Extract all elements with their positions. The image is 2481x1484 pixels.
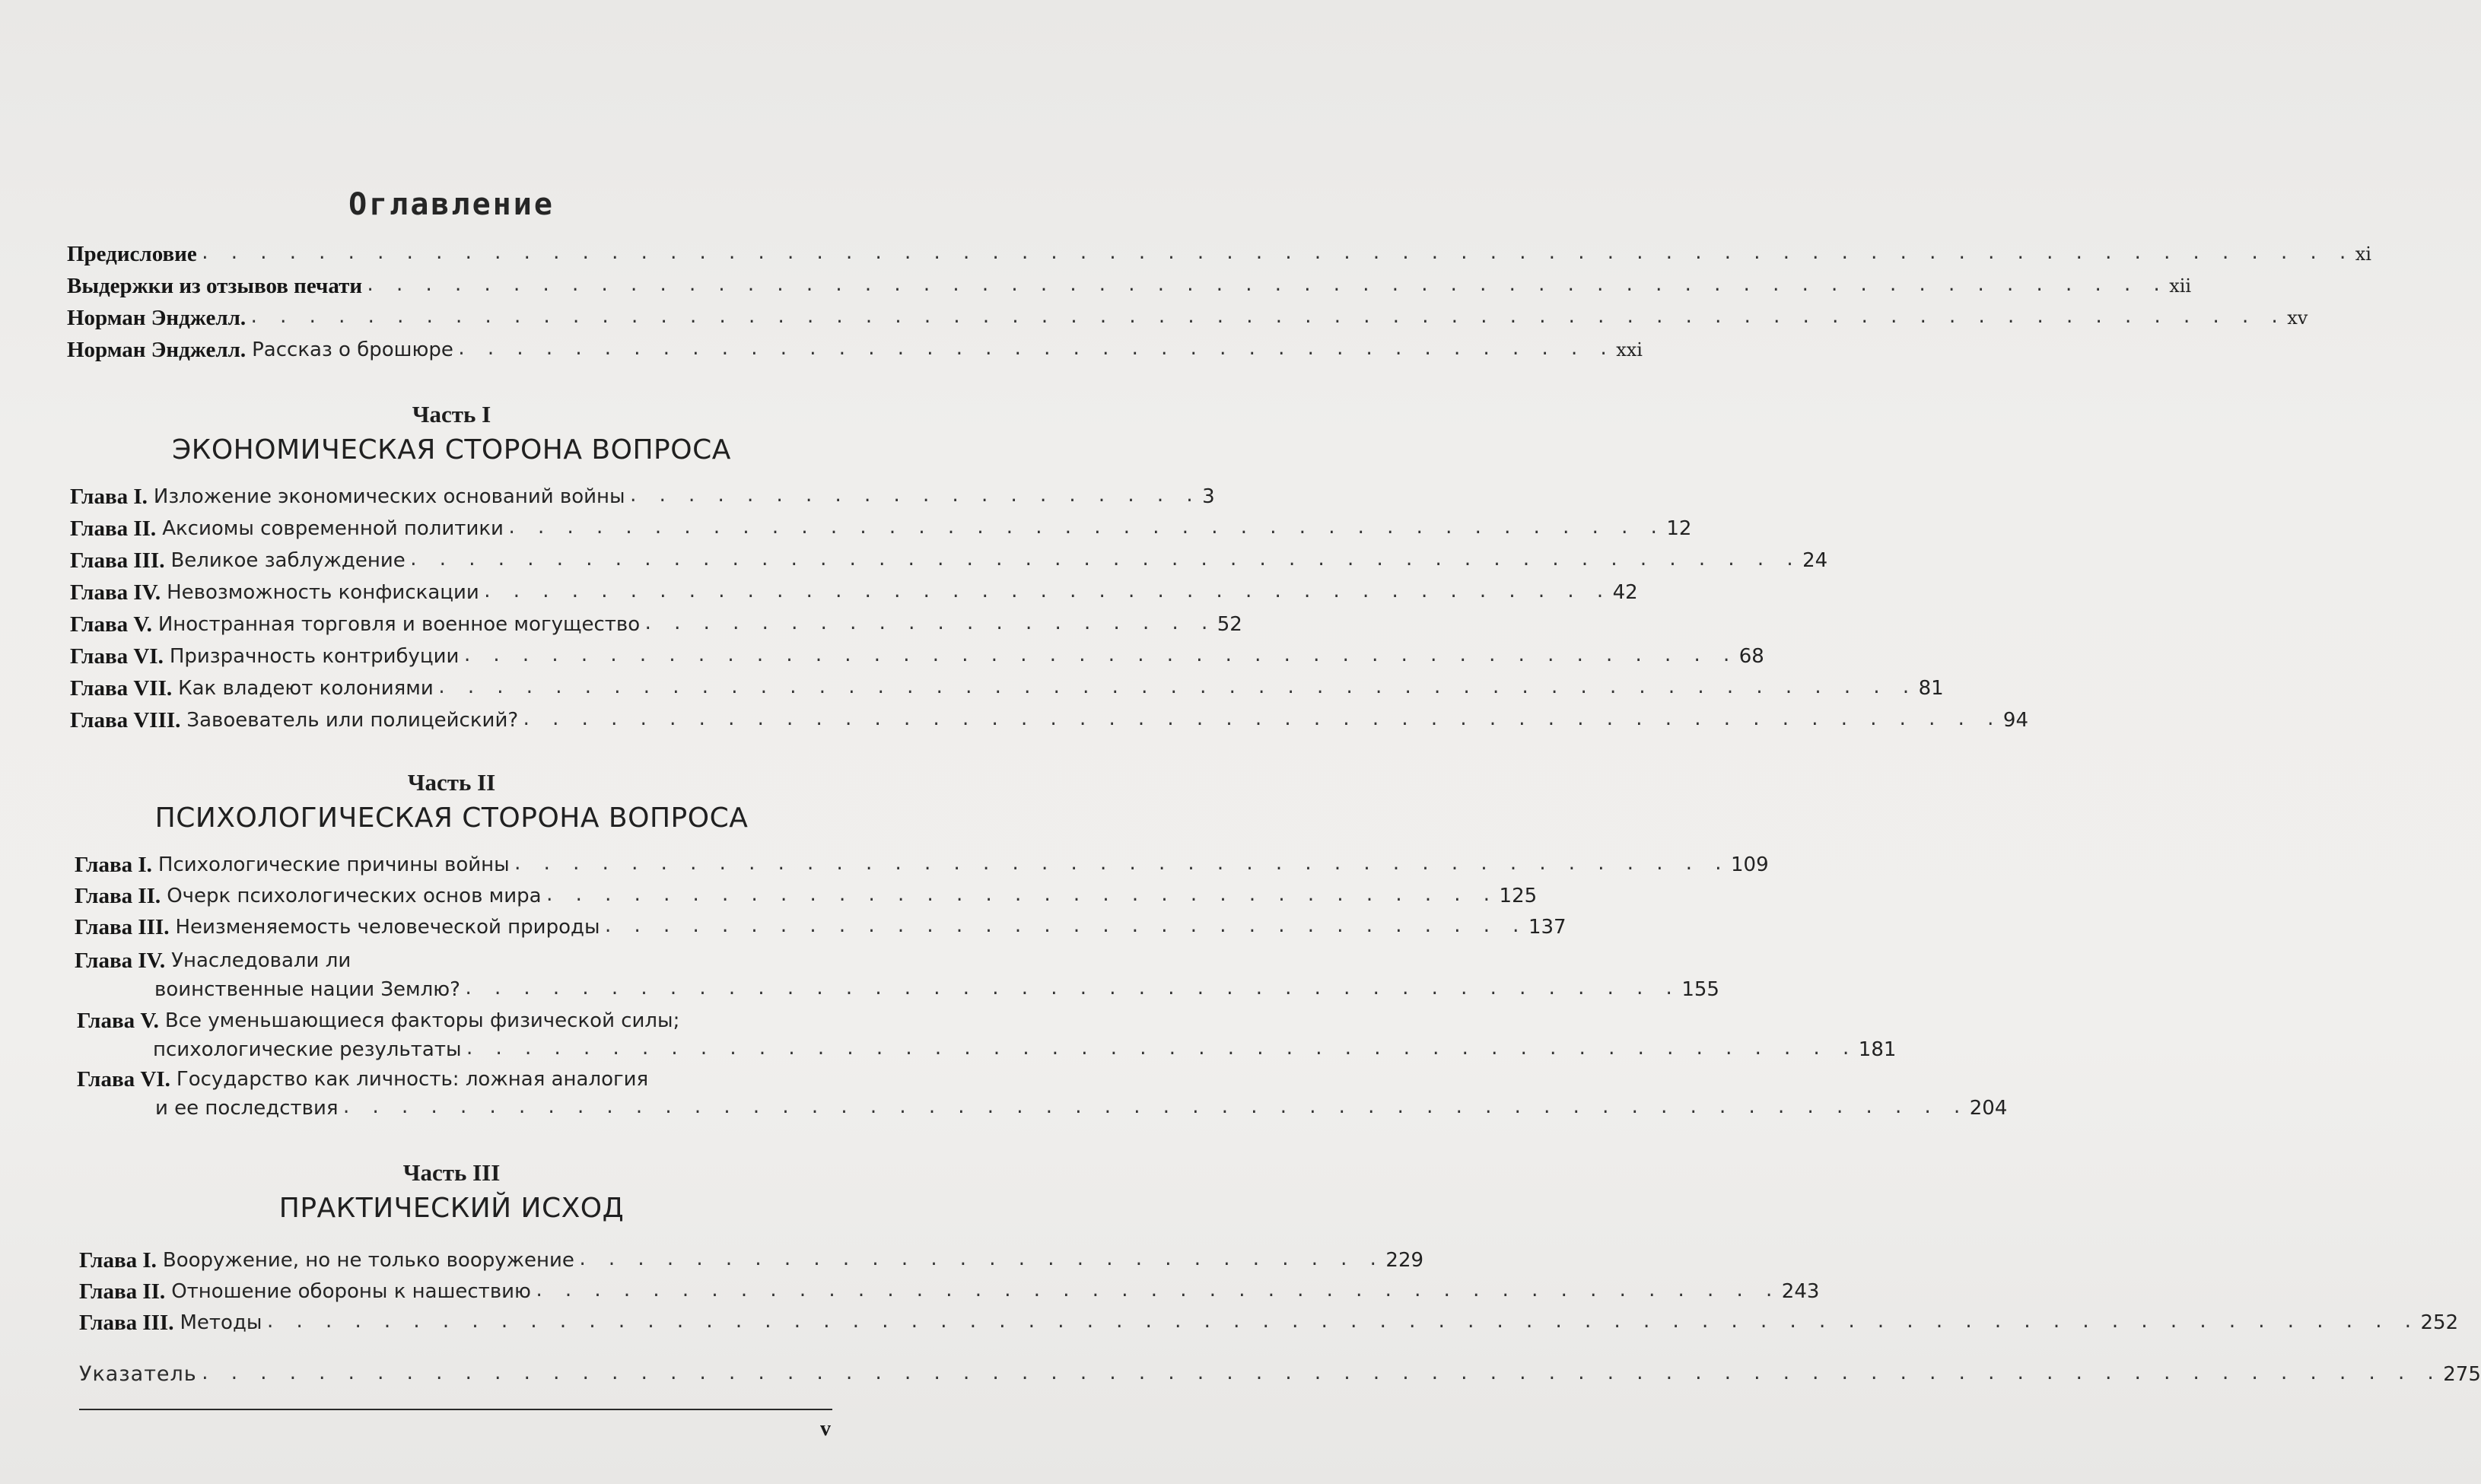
toc-entry-preface[interactable]: [67, 241, 2371, 267]
leader-dots: . . . . . . . . . . . . . . . . . . . .: [643, 615, 1214, 634]
entry-text: Очерк психологических основ мира: [167, 885, 542, 907]
leader-dots: . . . . . . . . . . . . . . . . . . . . . . . . . . . . . . . . . . . . . . . . . . . . . . . . . . . . . . . . . . . . . . . . . . . . . . . . . .: [199, 244, 2352, 263]
toc-entry-chapter[interactable]: [79, 1279, 1820, 1304]
entry-text: Невозможность конфискации: [167, 581, 479, 604]
part-label: Часть III: [402, 1159, 501, 1186]
entry-label: Норман Энджелл.: [67, 306, 247, 330]
toc-entry-chapter[interactable]: [77, 1066, 2008, 1121]
page-number: v: [820, 1417, 831, 1441]
entry-text: Изложение экономических оснований войны: [153, 485, 625, 508]
leader-dots: . . . . . . . . . . . . . . . . . . . . . . . . . . . . . . . . . . . . . . .: [482, 583, 1610, 602]
entry-page: xv: [2287, 307, 2308, 329]
part-label: Часть I: [412, 401, 491, 427]
entry-label: Глава I.: [70, 485, 148, 509]
leader-dots: . . . . . . . . . . . . . . . . . . . . . . . . . . . . . . . . . . . . . . . . . . . . . . . . . . . . . . . . . . . . . .: [365, 276, 2167, 295]
entry-text: Великое заблуждение: [170, 549, 406, 572]
entry-text: Завоеватель или полицейский?: [186, 709, 519, 732]
toc-entry-press-reviews[interactable]: [67, 273, 2192, 299]
entry-label: Глава VI.: [70, 644, 164, 669]
entry-label: Выдержки из отзывов печати: [67, 274, 363, 298]
toc-entry-index[interactable]: [79, 1362, 2481, 1387]
entry-text: Указатель: [79, 1362, 197, 1386]
leader-dots: . . . . . . . . . . . . . . . . . . . . . . . . . . . . . . . . . . . . . . . . . . . . . . . . . . . . . . . . . . . . . . . . . . . . . . . . . . . . .: [199, 1365, 2441, 1384]
toc-entry-chapter[interactable]: [70, 707, 2028, 733]
leader-dots: . . . . . . . . . . . . . . . . . . . . . . . . . . . . . . . . . . . . . . . .: [456, 340, 1614, 359]
entry-page: 252: [2420, 1311, 2459, 1334]
toc-entry-chapter[interactable]: [79, 1310, 2459, 1336]
part-2-heading: [0, 769, 903, 834]
entry-page: 68: [1738, 645, 1764, 668]
entry-label: Глава V.: [70, 612, 152, 637]
entry-page: 137: [1528, 916, 1567, 939]
entry-page: xi: [2355, 243, 2371, 265]
entry-text: Призрачность контрибуции: [169, 645, 460, 668]
entry-label: Глава IV.: [70, 580, 161, 605]
entry-page: 155: [1681, 978, 1719, 1001]
leader-dots: . . . . . . . . . . . . . . . . . . . . . . . . . . . . . . . .: [603, 917, 1525, 936]
entry-page: 181: [1858, 1038, 1897, 1061]
toc-entry-chapter[interactable]: [79, 1247, 1424, 1273]
leader-dots: . . . . . . . . . . . . . . . . . . . . . . . . . . . . . . . . . . . . . . . . . . . . . . . .: [408, 551, 1800, 570]
entry-text-continued: воинственные нации Землю?: [154, 978, 460, 1001]
entry-label: Норман Энджелл.: [67, 338, 247, 362]
entry-label: Глава II.: [75, 884, 161, 908]
entry-page: 243: [1781, 1280, 1820, 1303]
leader-dots: . . . . . . . . . . . . . . . . . . . . . . . . . . . . . . . . . . . . . . . . . . . . . . . . . . .: [436, 678, 1916, 698]
entry-page: 229: [1385, 1249, 1424, 1272]
toc-entry-chapter[interactable]: [77, 1008, 1897, 1063]
leader-dots: . . . . . . . . . . . . . . . . . . . . . . . . . . . . . . . . . . . . . . . . . . . . . . . .: [464, 1040, 1856, 1059]
entry-text: Как владеют колониями: [178, 677, 434, 700]
toc-entry-chapter[interactable]: [70, 516, 1692, 542]
leader-dots: . . . . . . . . . . . . . . . . . . . . . . . . . . . . . . . . . . . . . . . . . .: [512, 855, 1729, 874]
entry-label: Глава II.: [70, 516, 157, 541]
entry-page: 81: [1918, 677, 1944, 700]
entry-page: 42: [1612, 581, 1638, 604]
entry-label: Глава VII.: [70, 676, 173, 701]
footer-rule: [79, 1409, 832, 1410]
entry-text: Психологические причины войны: [157, 853, 510, 876]
toc-title: Оглавление: [348, 187, 555, 222]
toc-entry-chapter[interactable]: [75, 948, 1719, 1003]
leader-dots: . . . . . . . . . . . . . . . . . . . . . . . . . . . . . . . . . . . . . . . . . . . .: [462, 647, 1736, 666]
entry-label: Глава VI.: [77, 1067, 170, 1092]
leader-dots: . . . . . . . . . . . . . . . . . . . . . . . . . . . . . . . . . . . . . . . .: [506, 519, 1664, 538]
entry-label: Глава V.: [77, 1009, 159, 1033]
toc-entry-chapter[interactable]: [70, 612, 1242, 637]
leader-dots: . . . . . . . . . . . . . . . . . . . . . . . . . . . . . . . . . . . . . . . . . . .: [533, 1282, 1779, 1301]
leader-dots: . . . . . . . . . . . . . . . . . . . . . . . . . . . .: [577, 1250, 1383, 1270]
leader-dots: . . . . . . . . . . . . . . . . . . . . . . . . . . . . . . . . . . . . . . . . . . . . . . . . . . . . . . . .: [341, 1098, 1967, 1117]
entry-text: Все уменьшающиеся факторы физической силы;: [164, 1009, 680, 1032]
entry-page: 24: [1802, 549, 1828, 572]
entry-page: 275: [2443, 1363, 2481, 1386]
entry-text: Аксиомы современной политики: [162, 517, 504, 540]
entry-page: xii: [2169, 275, 2192, 297]
toc-entry-chapter[interactable]: [70, 643, 1764, 669]
toc-entry-brochure-story[interactable]: [67, 337, 1643, 363]
entry-label: Глава III.: [75, 915, 170, 939]
leader-dots: . . . . . . . . . . . . . . . . . . . . . . . . . . . . . . . . . . . . . . . . . .: [463, 980, 1679, 999]
entry-text: Неизменяемость человеческой природы: [175, 916, 600, 939]
toc-entry-chapter[interactable]: [70, 484, 1215, 510]
entry-text: Вооружение, но не только вооружение: [162, 1249, 574, 1272]
entry-text: Иностранная торговля и военное могущество: [157, 613, 641, 636]
entry-text: Государство как личность: ложная аналогия: [176, 1068, 649, 1091]
part-label: Часть II: [407, 769, 496, 796]
leader-dots: . . . . . . . . . . . . . . . . . . . . . . . . . . . . . . . . . . . . . . . . . . . . . . . . . . .: [521, 710, 2000, 729]
entry-text-continued: и ее последствия: [155, 1097, 339, 1120]
part-title: ПРАКТИЧЕСКИЙ ИСХОД: [278, 1193, 625, 1224]
entry-page: 52: [1217, 613, 1242, 636]
toc-entry-chapter[interactable]: [75, 883, 1538, 909]
entry-page: 94: [2002, 709, 2028, 732]
leader-dots: . . . . . . . . . . . . . . . . . . . .: [628, 487, 1200, 506]
entry-label: Глава VIII.: [70, 708, 181, 732]
toc-entry-chapter[interactable]: [75, 914, 1567, 940]
entry-page: 204: [1969, 1097, 2008, 1120]
entry-page: 109: [1731, 853, 1769, 876]
entry-label: Глава I.: [75, 853, 152, 877]
entry-text: Отношение обороны к нашествию: [171, 1280, 531, 1303]
leader-dots: . . . . . . . . . . . . . . . . . . . . . . . . . . . . . . . . . . . . . . . . . . . . . . . . . . . . . . . . . . . . . . . . . . . . . . . . . .: [265, 1313, 2418, 1332]
toc-entry-chapter[interactable]: [70, 580, 1638, 605]
toc-entry-norman-angell[interactable]: [67, 305, 2308, 331]
entry-text: Унаследовали ли: [171, 949, 351, 972]
entry-label: Глава II.: [79, 1279, 166, 1304]
part-title: ЭКОНОМИЧЕСКАЯ СТОРОНА ВОПРОСА: [172, 434, 731, 466]
entry-label: Предисловие: [67, 242, 197, 266]
toc-entry-chapter[interactable]: [70, 548, 1828, 574]
entry-page: 12: [1666, 517, 1692, 540]
entry-text: Методы: [180, 1311, 262, 1334]
part-1-heading: [0, 401, 903, 466]
part-3-heading: [0, 1159, 903, 1224]
entry-label: Глава III.: [70, 548, 165, 573]
toc-entry-chapter[interactable]: [70, 675, 1944, 701]
toc-entry-chapter[interactable]: [75, 852, 1769, 878]
entry-text-continued: психологические результаты: [153, 1038, 462, 1061]
entry-page: 125: [1499, 885, 1538, 907]
entry-label: Глава I.: [79, 1248, 157, 1273]
entry-label: Глава III.: [79, 1311, 174, 1335]
entry-page: 3: [1202, 485, 1215, 508]
entry-page: xxi: [1616, 339, 1643, 361]
part-title: ПСИХОЛОГИЧЕСКАЯ СТОРОНА ВОПРОСА: [154, 802, 749, 834]
leader-dots: . . . . . . . . . . . . . . . . . . . . . . . . . . . . . . . . .: [544, 886, 1497, 905]
entry-label: Глава IV.: [75, 949, 166, 973]
leader-dots: . . . . . . . . . . . . . . . . . . . . . . . . . . . . . . . . . . . . . . . . . . . . . . . . . . . . . . . . . . . . . . . . . . . . . .: [249, 308, 2285, 327]
entry-text: Рассказ о брошюре: [252, 338, 453, 361]
